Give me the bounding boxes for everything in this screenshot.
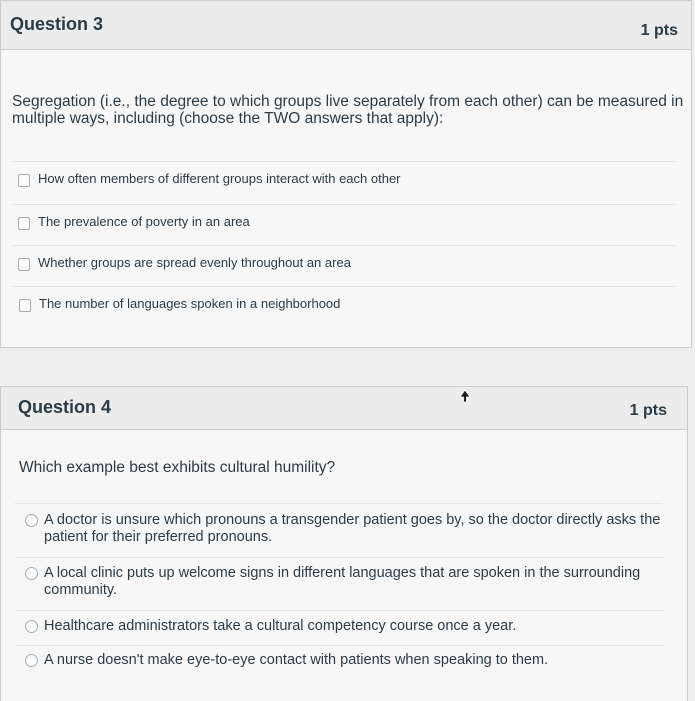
answer-label: A nurse doesn't make eye-to-eye contact with patients when speaking to them. [44, 652, 549, 668]
question-4-answer-3[interactable] [15, 610, 663, 643]
question-3-answer-1[interactable] [13, 161, 675, 202]
answer-label: A doctor is unsure which pronouns a transgender patient goes by, so the doctor directly asks the patient for their preferred pronouns. [44, 512, 661, 545]
question-4-points: 1 pts [629, 402, 667, 419]
question-4-answer-1[interactable] [15, 503, 663, 556]
question-4-card [0, 386, 688, 701]
question-4-title: Question 4 [18, 397, 112, 417]
radio-button[interactable] [25, 567, 38, 580]
question-3-header [1, 1, 691, 50]
answer-label: A local clinic puts up welcome signs in different languages that are spoken in the surrounding community. [44, 565, 641, 598]
answer-label: The number of languages spoken in a neighborhood [39, 296, 341, 311]
radio-button[interactable] [25, 514, 38, 527]
checkbox[interactable] [18, 174, 30, 187]
checkbox[interactable] [19, 299, 31, 312]
answer-label: Whether groups are spread evenly throughout an area [38, 255, 351, 270]
checkbox[interactable] [18, 217, 30, 230]
question-3-text: Segregation (i.e., the degree to which groups live separately from each other) can be measured in multiple ways, including (choose the TWO answers that apply): [12, 93, 684, 127]
question-3-card [0, 0, 692, 348]
question-4-answer-2[interactable] [15, 557, 663, 610]
question-3-answer-4[interactable] [13, 286, 675, 327]
question-3-points: 1 pts [640, 22, 678, 39]
question-4-header [1, 387, 687, 430]
question-4-answer-4[interactable] [15, 645, 663, 680]
question-4-text: Which example best exhibits cultural humility? [19, 459, 336, 476]
radio-button[interactable] [25, 620, 38, 633]
question-3-title: Question 3 [10, 14, 104, 34]
checkbox[interactable] [18, 258, 30, 271]
radio-button[interactable] [25, 654, 38, 667]
mouse-pointer-icon [458, 389, 472, 403]
question-3-answer-2[interactable] [13, 204, 675, 245]
answer-label: The prevalence of poverty in an area [38, 214, 250, 229]
answer-label: Healthcare administrators take a cultural competency course once a year. [44, 618, 517, 634]
answer-label: How often members of different groups interact with each other [38, 171, 401, 186]
question-3-answer-3[interactable] [13, 245, 675, 286]
